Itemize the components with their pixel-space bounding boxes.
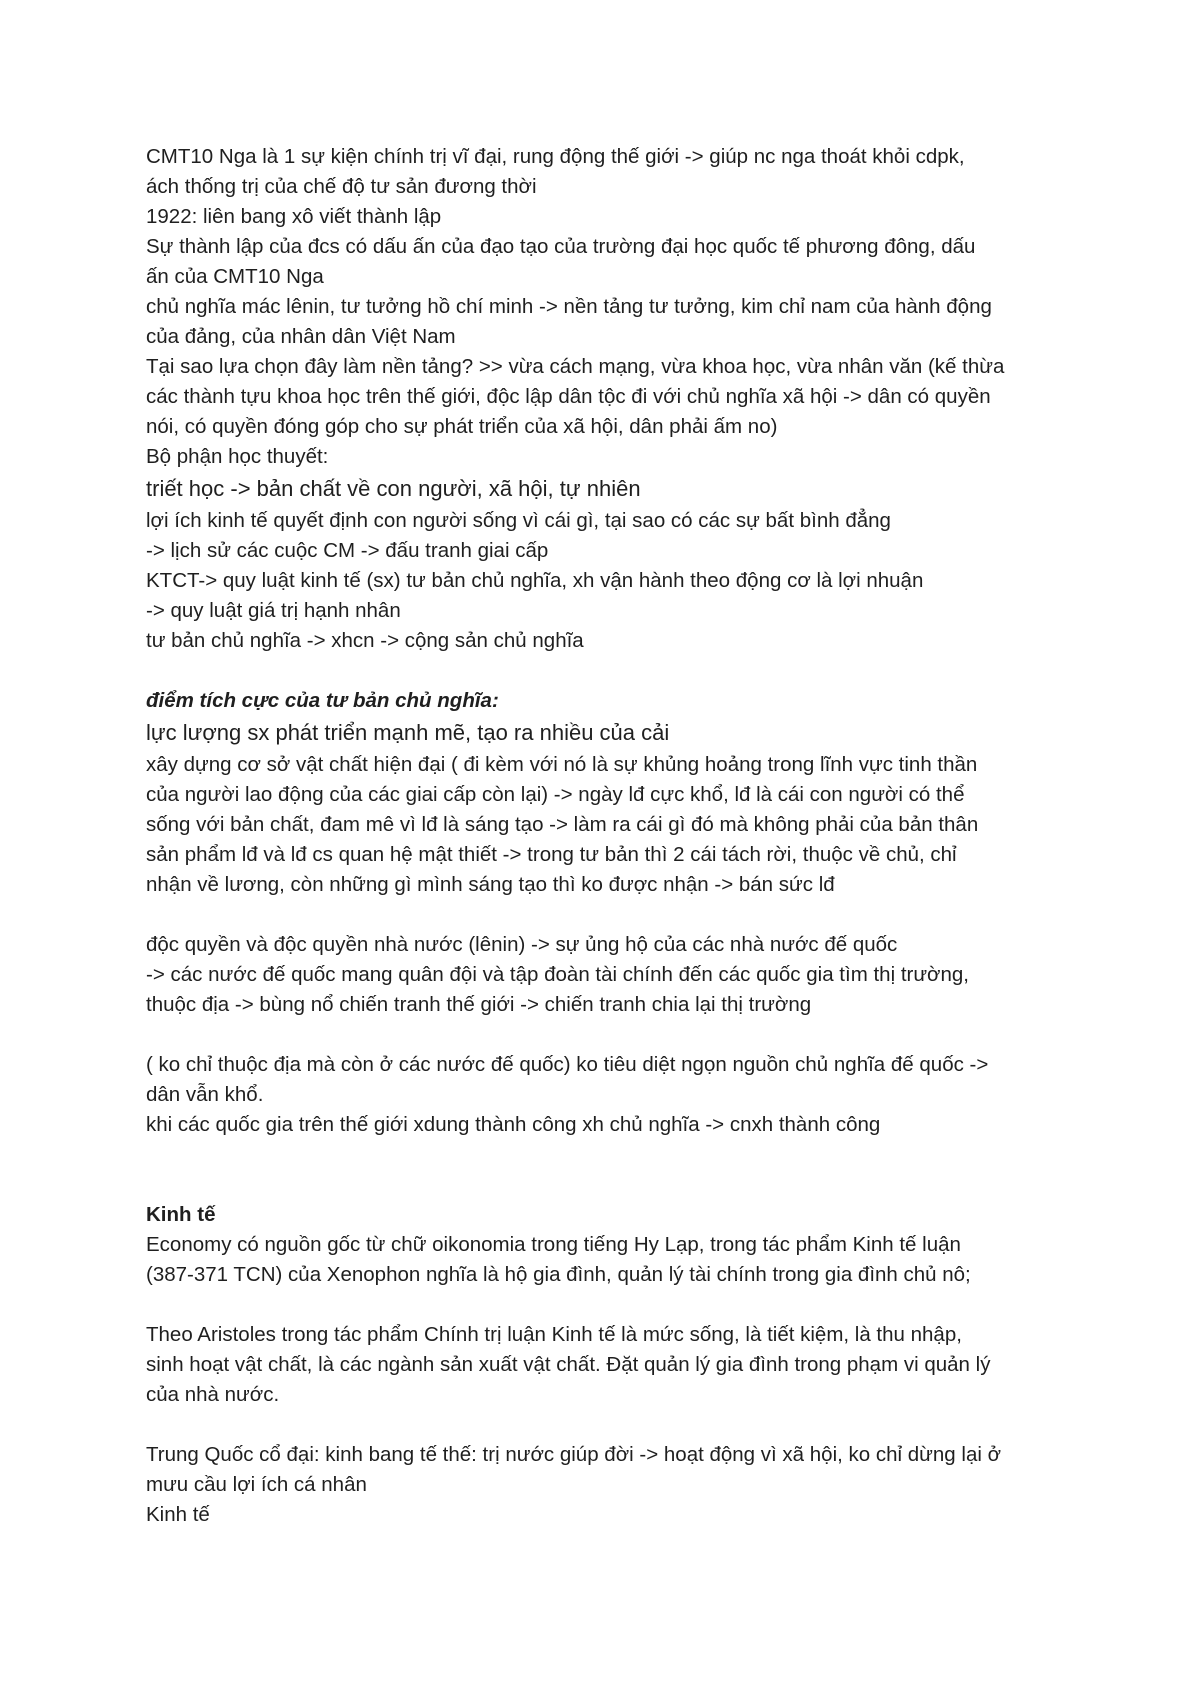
text-line: nhận về lương, còn những gì mình sáng tạo thì ko được nhận -> bán sức lđ [146, 873, 835, 896]
text-line: sống với bản chất, đam mê vì lđ là sáng tạo -> làm ra cái gì đó mà không phải của bản thân [146, 813, 979, 836]
section-capitalism-positive [146, 686, 1100, 900]
text-line: khi các quốc gia trên thế giới xdung thành công xh chủ nghĩa -> cnxh thành công [146, 1113, 881, 1136]
spacer [146, 1020, 1100, 1050]
text-line: dân vẫn khổ. [146, 1083, 264, 1106]
text-line: Theo Aristoles trong tác phẩm Chính trị luận Kinh tế là mức sống, là tiết kiệm, là thu nhập, [146, 1323, 962, 1346]
text-line: Trung Quốc cổ đại: kinh bang tế thế: trị nước giúp đời -> hoạt động vì xã hội, ko chỉ dừng lại ở [146, 1443, 1002, 1466]
text-line: -> các nước đế quốc mang quân đội và tập đoàn tài chính đến các quốc gia tìm thị trường, [146, 963, 970, 986]
spacer [146, 656, 1100, 686]
text-line: Tại sao lựa chọn đây làm nền tảng? >> vừa cách mạng, vừa khoa học, vừa nhân văn (kế thừa [146, 355, 1005, 378]
text-line: xây dựng cơ sở vật chất hiện đại ( đi kèm với nó là sự khủng hoảng trong lĩnh vực tinh thần [146, 753, 978, 776]
text-line: 1922: liên bang xô viết thành lập [146, 205, 442, 228]
text-line: KTCT-> quy luật kinh tế (sx) tư bản chủ nghĩa, xh vận hành theo động cơ là lợi nhuận [146, 569, 924, 592]
spacer [146, 1290, 1100, 1320]
section-monopoly [146, 930, 1100, 1020]
spacer [146, 1140, 1100, 1170]
text-line: Sự thành lập của đcs có dấu ấn của đạo tạo của trường đại học quốc tế phương đông, dấu [146, 235, 976, 258]
spacer [146, 1170, 1100, 1200]
section-heading: Kinh tế [146, 1203, 216, 1226]
text-line: độc quyền và độc quyền nhà nước (lênin) -> sự ủng hộ của các nhà nước đế quốc [146, 933, 898, 956]
text-line: của đảng, của nhân dân Việt Nam [146, 325, 456, 348]
text-line: sinh hoạt vật chất, là các ngành sản xuất vật chất. Đặt quản lý gia đình trong phạm vi quản lý [146, 1353, 991, 1376]
text-line: sản phẩm lđ và lđ cs quan hệ mật thiết -> trong tư bản thì 2 cái tách rời, thuộc về chủ, chỉ [146, 843, 957, 866]
text-line-emphasis: triết học -> bản chất về con người, xã hội, tự nhiên [146, 476, 641, 501]
text-line: lợi ích kinh tế quyết định con người sống vì cái gì, tại sao có các sự bất bình đẳng [146, 509, 891, 532]
text-line: -> quy luật giá trị hạnh nhân [146, 599, 401, 622]
text-line: (387-371 TCN) của Xenophon nghĩa là hộ gia đình, quản lý tài chính trong gia đình chủ nô; [146, 1263, 971, 1286]
text-line: Economy có nguồn gốc từ chữ oikonomia trong tiếng Hy Lạp, trong tác phẩm Kinh tế luận [146, 1233, 961, 1256]
text-line: của nhà nước. [146, 1383, 280, 1406]
section-russia [146, 142, 1100, 656]
text-line: ấn của CMT10 Nga [146, 265, 324, 288]
text-line: -> lịch sử các cuộc CM -> đấu tranh giai cấp [146, 539, 549, 562]
section-imperialism [146, 1050, 1100, 1140]
section-heading: điểm tích cực của tư bản chủ nghĩa: [146, 689, 499, 712]
spacer [146, 1410, 1100, 1440]
text-line: ( ko chỉ thuộc địa mà còn ở các nước đế quốc) ko tiêu diệt ngọn nguồn chủ nghĩa đế quốc -> [146, 1053, 989, 1076]
text-line: Bộ phận học thuyết: [146, 445, 329, 468]
text-line: của người lao động của các giai cấp còn lại) -> ngày lđ cực khổ, lđ là cái con người có thể [146, 783, 965, 806]
text-line: các thành tựu khoa học trên thế giới, độc lập dân tộc đi với chủ nghĩa xã hội -> dân có quyền [146, 385, 991, 408]
text-line: chủ nghĩa mác lênin, tư tưởng hồ chí minh -> nền tảng tư tưởng, kim chỉ nam của hành động [146, 295, 992, 318]
text-line: ách thống trị của chế độ tư sản đương thời [146, 175, 537, 198]
text-line: thuộc địa -> bùng nổ chiến tranh thế giới -> chiến tranh chia lại thị trường [146, 993, 812, 1016]
text-line: CMT10 Nga là 1 sự kiện chính trị vĩ đại, rung động thế giới -> giúp nc nga thoát khỏi cdpk, [146, 145, 965, 168]
text-line: tư bản chủ nghĩa -> xhcn -> cộng sản chủ nghĩa [146, 629, 584, 652]
text-line: mưu cầu lợi ích cá nhân [146, 1473, 367, 1496]
section-aristoles [146, 1320, 1100, 1410]
text-line: nói, có quyền đóng góp cho sự phát triển của xã hội, dân phải ấm no) [146, 415, 778, 438]
text-line-emphasis: lực lượng sx phát triển mạnh mẽ, tạo ra nhiều của cải [146, 720, 670, 745]
section-china [146, 1440, 1100, 1530]
section-economy [146, 1200, 1100, 1290]
text-line: Kinh tế [146, 1503, 210, 1526]
spacer [146, 900, 1100, 930]
